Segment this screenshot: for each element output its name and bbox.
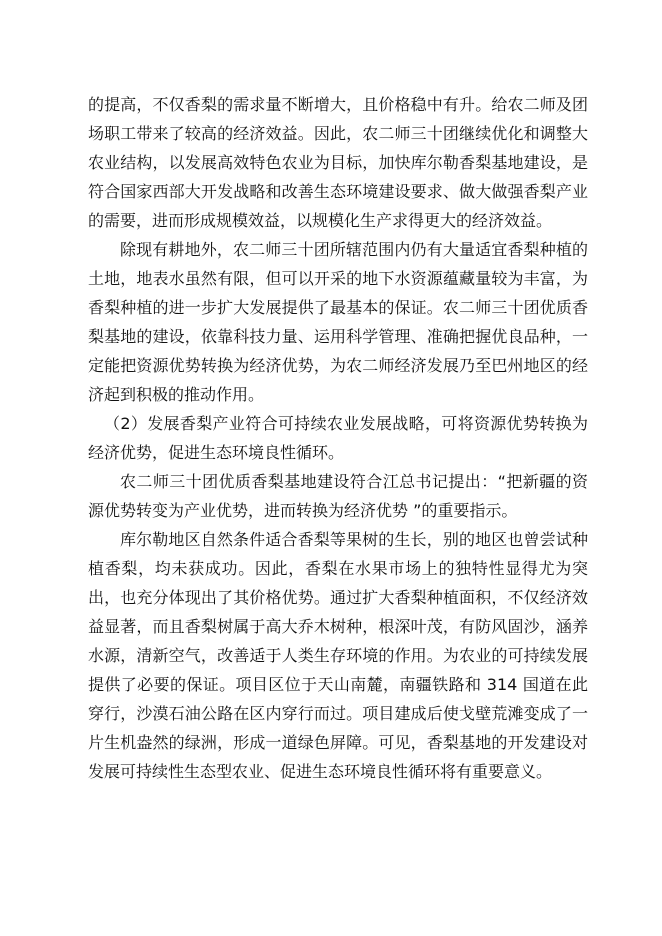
document-page: [88, 90, 588, 786]
paragraph-land-resources: 除现有耕地外，农二师三十团所辖范围内仍有大量适宜香梨种植的土地，地表水虽然有限，但可以开采的地下水资源蕴藏量较为丰富，为香梨种植的进一步扩大发展提供了最基本的保证。农二师三十团优质香梨基地的建设，依靠科技力量、运用科学管理、准确把握优良品种，一定能把资源优势转换为经济优势，为农二师经济发展乃至巴州地区的经济起到积极的推动作用。: [88, 240, 588, 404]
paragraph-korla-conditions: 库尔勒地区自然条件适合香梨等果树的生长，别的地区也曾尝试种植香梨，均未获成功。因此，香梨在水果市场上的独特性显得尤为突出，也充分体现出了其价格优势。通过扩大香梨种植面积，不仅经济效益显著，而且香梨树属于高大乔木树种，根深叶茂，有防风固沙，涵养水源，清新空气，改善适于人类生存环境的作用。为农业的可持续发展提供了必要的保证。项目区位于天山南麓，南疆铁路和 314 国道在此穿行，沙漠石油公路在区内穿行而过。项目建成后使戈壁荒滩变成了一片生机盎然的绿洲，形成一道绿色屏障。可见，香梨基地的开发建设对发展可持续性生态型农业、促进生态环境良性循环将有重要意义。: [88, 530, 588, 781]
section-heading-sustainable: （2）发展香梨产业符合可持续农业发展战略，可将资源优势转换为经济优势，促进生态环境良性循环。: [88, 414, 588, 462]
paragraph-continuation: 的提高，不仅香梨的需求量不断增大，且价格稳中有升。给农二师及团场职工带来了较高的经济效益。因此，农二师三十团继续优化和调整大农业结构，以发展高效特色农业为目标，加快库尔勒香梨基地建设，是符合国家西部大开发战略和改善生态环境建设要求、做大做强香梨产业的需要，进而形成规模效益，以规模化生产求得更大的经济效益。: [88, 95, 588, 230]
paragraph-directive: 农二师三十团优质香梨基地建设符合江总书记提出：“把新疆的资源优势转变为产业优势，进而转换为经济优势 ”的重要指示。: [88, 472, 588, 520]
